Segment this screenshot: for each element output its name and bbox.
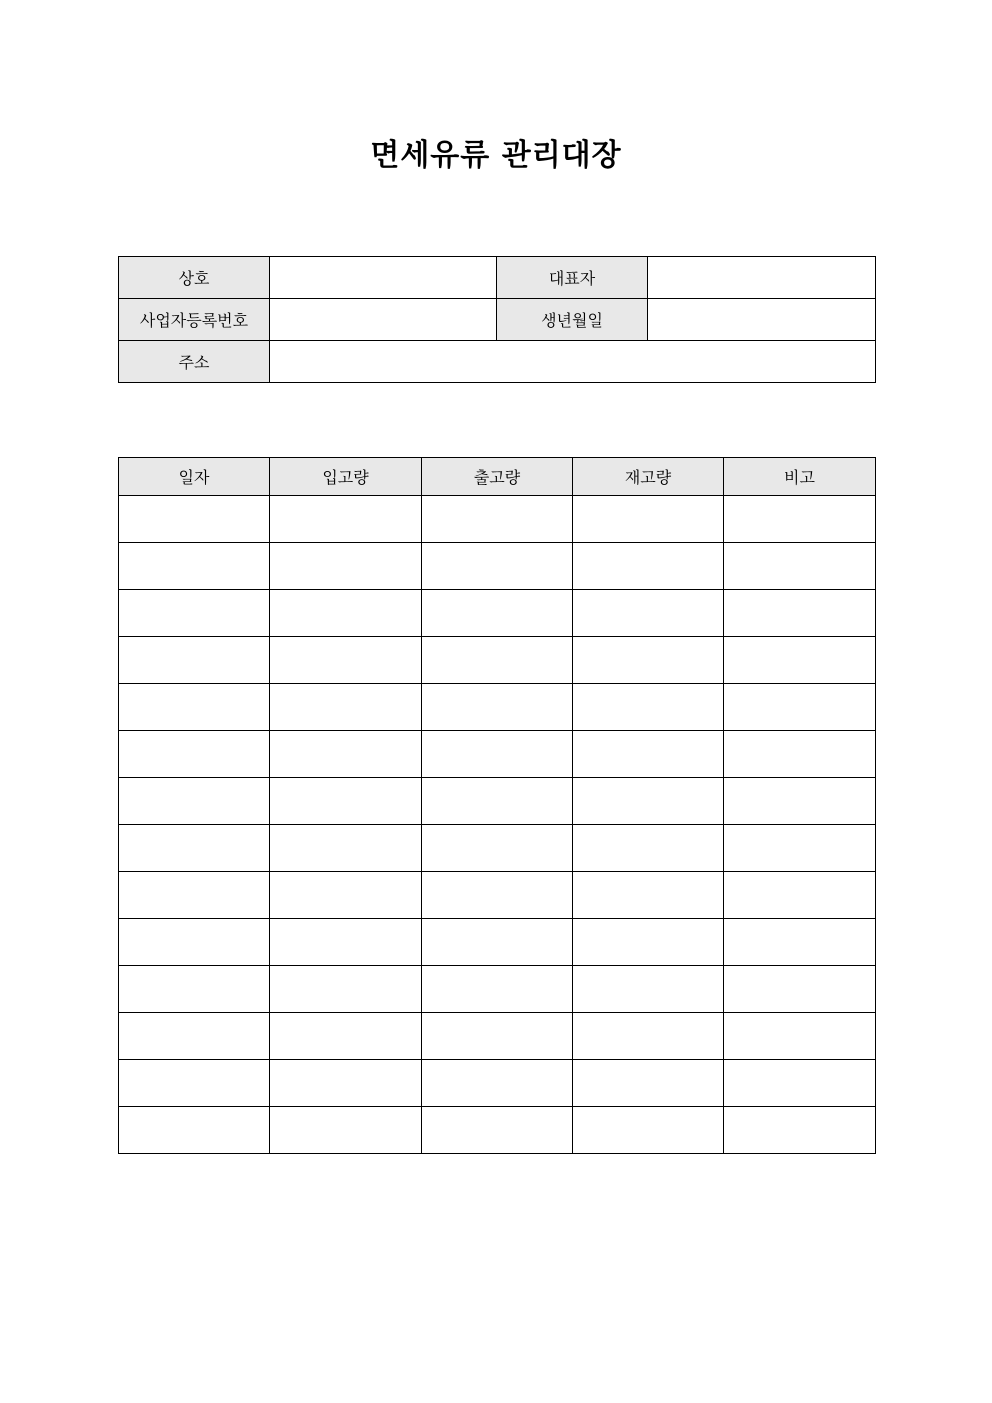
column-header-incoming: 입고량 [270, 458, 422, 496]
table-row [119, 1060, 876, 1107]
stock-cell[interactable] [573, 1107, 724, 1154]
incoming-cell[interactable] [270, 543, 422, 590]
stock-cell[interactable] [573, 543, 724, 590]
stock-cell[interactable] [573, 872, 724, 919]
address-label: 주소 [119, 341, 270, 383]
business-info-table [118, 256, 876, 383]
remarks-cell[interactable] [724, 966, 876, 1013]
outgoing-cell[interactable] [422, 966, 573, 1013]
ledger-table [118, 457, 876, 1154]
date-cell[interactable] [119, 496, 270, 543]
outgoing-cell[interactable] [422, 684, 573, 731]
date-cell[interactable] [119, 590, 270, 637]
address-field[interactable] [270, 341, 876, 383]
date-cell[interactable] [119, 731, 270, 778]
remarks-cell[interactable] [724, 1060, 876, 1107]
table-row [119, 731, 876, 778]
outgoing-cell[interactable] [422, 496, 573, 543]
outgoing-cell[interactable] [422, 731, 573, 778]
incoming-cell[interactable] [270, 919, 422, 966]
date-cell[interactable] [119, 684, 270, 731]
ledger-header-row [119, 458, 876, 496]
info-row-address [119, 341, 876, 383]
info-row-company [119, 257, 876, 299]
table-row [119, 778, 876, 825]
remarks-cell[interactable] [724, 825, 876, 872]
remarks-cell[interactable] [724, 731, 876, 778]
column-header-remarks: 비고 [724, 458, 876, 496]
remarks-cell[interactable] [724, 496, 876, 543]
incoming-cell[interactable] [270, 1107, 422, 1154]
stock-cell[interactable] [573, 1060, 724, 1107]
column-header-stock: 재고량 [573, 458, 724, 496]
table-row [119, 684, 876, 731]
stock-cell[interactable] [573, 966, 724, 1013]
remarks-cell[interactable] [724, 778, 876, 825]
outgoing-cell[interactable] [422, 919, 573, 966]
incoming-cell[interactable] [270, 590, 422, 637]
incoming-cell[interactable] [270, 778, 422, 825]
table-row [119, 496, 876, 543]
column-header-outgoing: 출고량 [422, 458, 573, 496]
company-label: 상호 [119, 257, 270, 299]
birthdate-label: 생년월일 [497, 299, 648, 341]
table-row [119, 919, 876, 966]
info-row-business-no [119, 299, 876, 341]
stock-cell[interactable] [573, 637, 724, 684]
remarks-cell[interactable] [724, 590, 876, 637]
outgoing-cell[interactable] [422, 872, 573, 919]
incoming-cell[interactable] [270, 1060, 422, 1107]
incoming-cell[interactable] [270, 637, 422, 684]
table-row [119, 825, 876, 872]
outgoing-cell[interactable] [422, 1060, 573, 1107]
table-row [119, 543, 876, 590]
stock-cell[interactable] [573, 496, 724, 543]
stock-cell[interactable] [573, 778, 724, 825]
column-header-date: 일자 [119, 458, 270, 496]
outgoing-cell[interactable] [422, 778, 573, 825]
remarks-cell[interactable] [724, 543, 876, 590]
stock-cell[interactable] [573, 684, 724, 731]
incoming-cell[interactable] [270, 966, 422, 1013]
outgoing-cell[interactable] [422, 637, 573, 684]
stock-cell[interactable] [573, 1013, 724, 1060]
outgoing-cell[interactable] [422, 825, 573, 872]
table-row [119, 966, 876, 1013]
date-cell[interactable] [119, 778, 270, 825]
remarks-cell[interactable] [724, 1013, 876, 1060]
date-cell[interactable] [119, 1013, 270, 1060]
page-title: 면세유류 관리대장 [370, 138, 622, 173]
birthdate-field[interactable] [648, 299, 876, 341]
stock-cell[interactable] [573, 590, 724, 637]
table-row [119, 1013, 876, 1060]
stock-cell[interactable] [573, 919, 724, 966]
outgoing-cell[interactable] [422, 543, 573, 590]
table-row [119, 590, 876, 637]
incoming-cell[interactable] [270, 825, 422, 872]
incoming-cell[interactable] [270, 684, 422, 731]
remarks-cell[interactable] [724, 1107, 876, 1154]
outgoing-cell[interactable] [422, 1013, 573, 1060]
date-cell[interactable] [119, 872, 270, 919]
date-cell[interactable] [119, 637, 270, 684]
company-field[interactable] [270, 257, 497, 299]
date-cell[interactable] [119, 966, 270, 1013]
business-no-field[interactable] [270, 299, 497, 341]
incoming-cell[interactable] [270, 731, 422, 778]
table-row [119, 872, 876, 919]
date-cell[interactable] [119, 1060, 270, 1107]
incoming-cell[interactable] [270, 872, 422, 919]
remarks-cell[interactable] [724, 684, 876, 731]
incoming-cell[interactable] [270, 1013, 422, 1060]
outgoing-cell[interactable] [422, 590, 573, 637]
remarks-cell[interactable] [724, 872, 876, 919]
ledger-body [119, 496, 876, 1154]
table-row [119, 637, 876, 684]
date-cell[interactable] [119, 919, 270, 966]
business-no-label: 사업자등록번호 [119, 299, 270, 341]
stock-cell[interactable] [573, 731, 724, 778]
table-row [119, 1107, 876, 1154]
incoming-cell[interactable] [270, 496, 422, 543]
date-cell[interactable] [119, 543, 270, 590]
stock-cell[interactable] [573, 825, 724, 872]
representative-label: 대표자 [497, 257, 648, 299]
date-cell[interactable] [119, 825, 270, 872]
outgoing-cell[interactable] [422, 1107, 573, 1154]
date-cell[interactable] [119, 1107, 270, 1154]
representative-field[interactable] [648, 257, 876, 299]
remarks-cell[interactable] [724, 637, 876, 684]
remarks-cell[interactable] [724, 919, 876, 966]
